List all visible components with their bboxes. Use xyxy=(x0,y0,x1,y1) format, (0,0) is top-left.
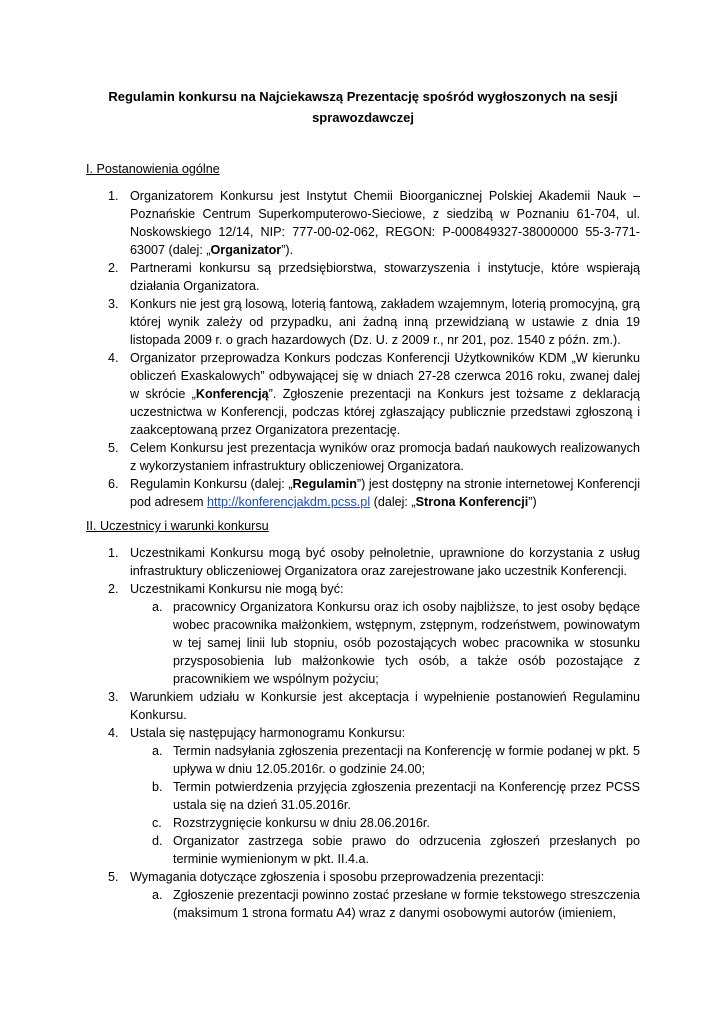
conference-website-term: Strona Konferencji xyxy=(415,495,529,509)
list-item: 2. Partnerami konkursu są przedsiębiorstwa, stowarzyszenia i instytucje, które wspierają działania Organizatora. xyxy=(108,261,640,293)
regulation-term: Regulamin xyxy=(292,477,357,491)
section-heading-participants: II. Uczestnicy i warunki konkursu xyxy=(86,519,269,533)
conference-website-link[interactable]: http://konferencjakdm.pcss.pl xyxy=(207,495,371,509)
organizer-term: Organizator xyxy=(210,243,282,257)
sub-list-item: a. Termin nadsyłania zgłoszenia prezentacji na Konferencję w formie podanej w pkt. 5 upływa w dniu 12.05.2016r. o godzinie 24.00; xyxy=(152,744,640,776)
sub-list-item: a. Zgłoszenie prezentacji powinno zostać przesłane w formie tekstowego streszczenia (maksimum 1 strona formatu A4) wraz z danymi osobowymi autorów (imieniem, xyxy=(152,888,640,920)
list-item: 1. Uczestnikami Konkursu mogą być osoby pełnoletnie, uprawnione do korzystania z usług infrastruktury obliczeniowej Organizatora oraz zarejestrowane jako uczestnik Konferencji. xyxy=(108,546,640,578)
section-heading-general: I. Postanowienia ogólne xyxy=(86,162,220,176)
list-item: 5. Celem Konkursu jest prezentacja wyników oraz promocja badań naukowych realizowanych z wykorzystaniem infrastruktury obliczeniowej Organizatora. xyxy=(108,441,640,473)
sub-list-item: d. Organizator zastrzega sobie prawo do odrzucenia zgłoszeń przesłanych po terminie wymienionym w pkt. II.4.a. xyxy=(152,834,640,866)
list-item: 6. Regulamin Konkursu (dalej: „Regulamin”) jest dostępny na stronie internetowej Konferencji pod adresem http://konferencjakdm.pcss.pl (dalej: „Strona Konferencji”) xyxy=(108,477,640,509)
list-item: 5. Wymagania dotyczące zgłoszenia i sposobu przeprowadzenia prezentacji: xyxy=(108,870,545,884)
sub-list-item: c. Rozstrzygnięcie konkursu w dniu 28.06.2016r. xyxy=(152,816,430,830)
conference-term: Konferencją xyxy=(195,387,269,401)
sub-list-item: b. Termin potwierdzenia przyjęcia zgłoszenia prezentacji na Konferencję przez PCSS ustala się na dzień 31.05.2016r. xyxy=(152,780,640,812)
document-title: Regulamin konkursu na Najciekawszą Prezentację spośród wygłoszonych na sesji sprawozdawczej xyxy=(108,89,618,125)
list-item: 3. Konkurs nie jest grą losową, loterią fantową, zakładem wzajemnym, loterią promocyjną, grą której wynik zależy od przypadku, ani żadną inną przewidzianą w ustawie z dnia 19 listopada 2009 r. o grach hazardowych (Dz. U. z 2009 r., nr 201, poz. 1540 z późn. zm.). xyxy=(108,297,640,347)
list-item: 3. Warunkiem udziału w Konkursie jest akceptacja i wypełnienie postanowień Regulaminu Konkursu. xyxy=(108,690,640,722)
sub-list-item: a. pracownicy Organizatora Konkursu oraz ich osoby najbliższe, to jest osoby będące wobec pracownika małżonkiem, wstępnym, zstępnym, rodzeństwem, powinowatym w tej samej linii lub stopniu, osób pozostających wobec pracownika w stosunku przysposobienia lub małżonkowie tych osób, a także osób pozostające z pracownikiem we wspólnym pożyciu; xyxy=(152,600,640,686)
list-item: 4. Ustala się następujący harmonogramu Konkursu: xyxy=(108,726,406,740)
list-item: 4. Organizator przeprowadza Konkurs podczas Konferencji Użytkowników KDM „W kierunku obliczeń Exaskalowych” odbywającej się w dniach 27-28 czerwca 2016 roku, zwanej dalej w skrócie „Konferencją”. Zgłoszenie prezentacji na Konkurs jest tożsame z deklaracją uczestnictwa w Konferencji, podczas której zgłaszający publicznie przedstawi zgłoszoną i zaakceptowaną przez Organizatora prezentację. xyxy=(108,351,641,437)
list-item: 1. Organizatorem Konkursu jest Instytut Chemii Bioorganicznej Polskiej Akademii Nauk – Poznańskie Centrum Superkomputerowo-Sieciowe, z siedzibą w Poznaniu 61-704, ul. Noskowskiego 12/14, NIP: 777-00-02-062, REGON: P-000849327-38000000 55-3-771-63007 (dalej: „Organizator”). xyxy=(108,189,640,257)
list-item: 2. Uczestnikami Konkursu nie mogą być: xyxy=(108,582,344,596)
